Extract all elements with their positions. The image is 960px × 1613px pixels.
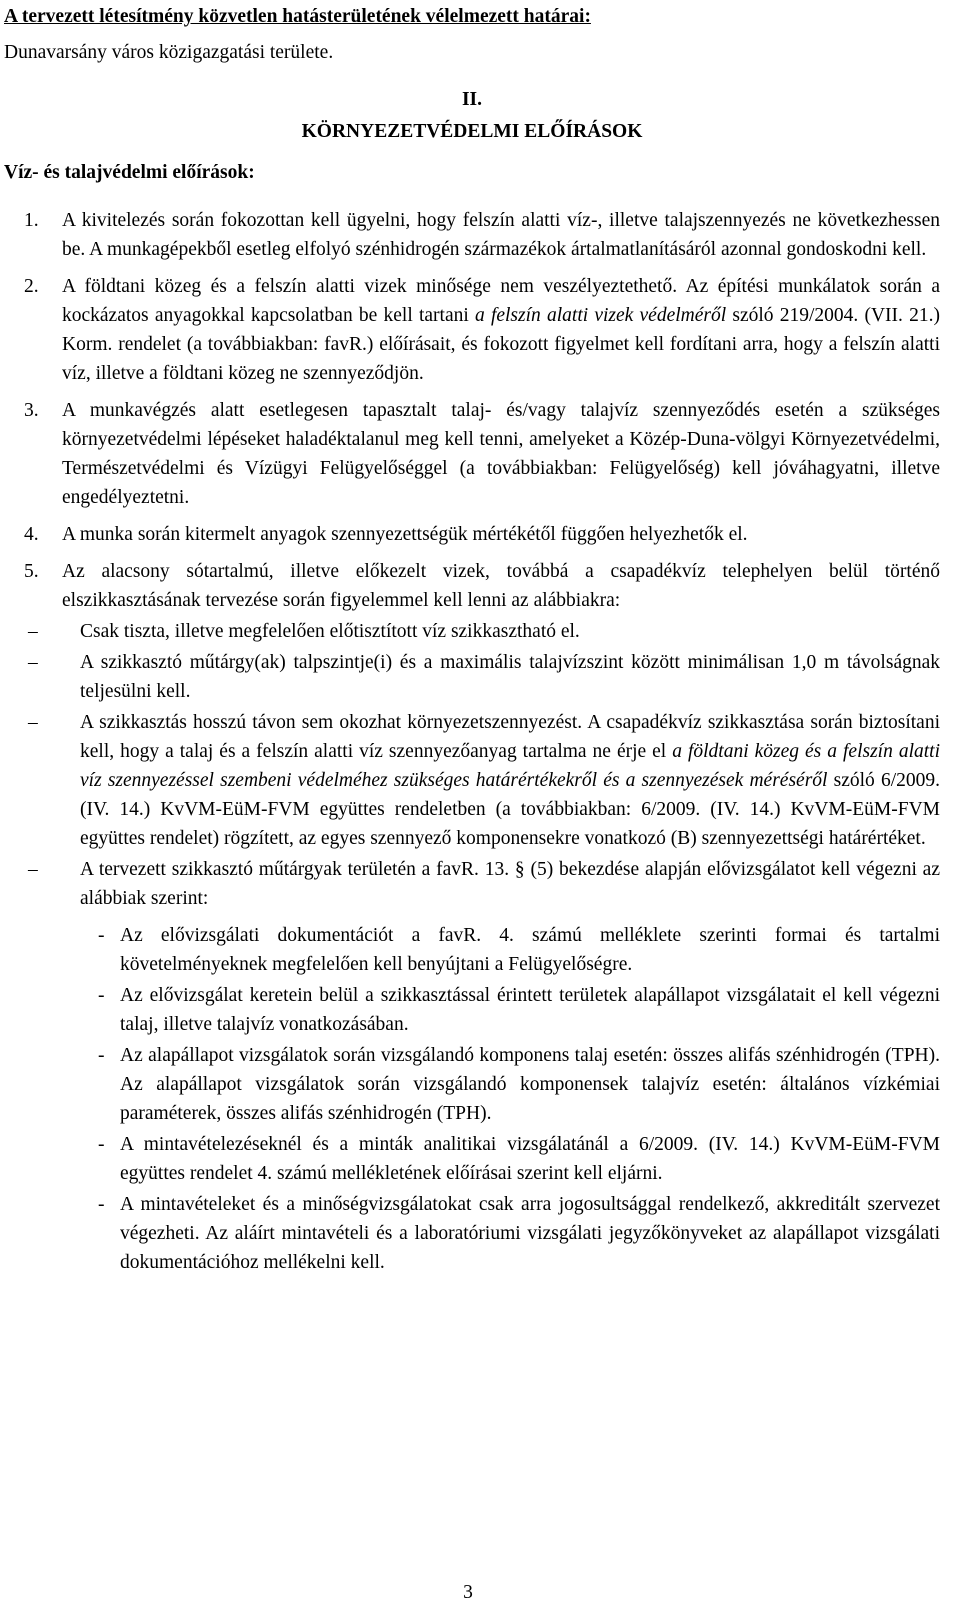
dash-item-1 <box>4 617 940 646</box>
sub-item-4 <box>4 1130 940 1188</box>
item-text: Az alacsony sótartalmú, illetve előkezelt vizek, továbbá a csapadékvíz telephelyen belül történő elszikkasztásának tervezése során figyelemmel kell lenni az alábbiakra: <box>62 561 940 611</box>
dash-text: A szikkasztó műtárgy(ak) talpszintje(i) és a maximális talajvízszint között minimálisan 1,0 m távolságnak teljesülni kell. <box>80 652 940 702</box>
sub-mark: - <box>98 1045 105 1066</box>
dash-mark: – <box>28 712 38 733</box>
list-item-1 <box>4 206 940 264</box>
heading-text: Dunavarsány város közigazgatási területe. <box>4 42 334 63</box>
chapter-number: II. <box>461 89 483 110</box>
sub-text: Az elővizsgálat keretein belül a szikkasztással érintett területek alapállapot vizsgálatait el kell végezni talaj, illetve talajvíz vonatkozásában. <box>120 985 940 1035</box>
item-text: szóló 219/2004. (VII. 21.) Korm. rendelet (a továbbiakban: favR.) előírásait, és fokozott figyelmet kell fordítani arra, hogy a felszín alatti víz, illetve a földtani közeg ne szennyeződjön. <box>62 305 940 384</box>
section-label: Víz- és talajvédelmi előírások: <box>4 162 255 183</box>
item-text: A kivitelezés során fokozottan kell ügyelni, hogy felszín alatti víz-, illetve talajszennyezés ne következhessen be. A munkagépekből esetleg elfolyó szénhidrogén származékok ártalmatlanításáról azonnal gondoskodni kell. <box>62 210 940 260</box>
dash-item-4 <box>4 855 940 913</box>
dash-text-italic: a földtani közeg és a felszín alatti víz szennyezéssel szembeni védelméhez szükséges határértékekről és a szennyezések méréséről <box>80 741 940 791</box>
dash-item-2 <box>4 648 940 706</box>
list-item-3 <box>4 396 940 512</box>
dash-text: Csak tiszta, illetve megfelelően előtisztított víz szikkasztható el. <box>80 621 580 642</box>
sub-text: Az alapállapot vizsgálatok során vizsgálandó komponens talaj esetén: összes alifás szénhidrogén (TPH). Az alapállapot vizsgálatok során vizsgálandó komponensek talajvíz esetén: általános vízkémiai paraméterek, összes alifás szénhidrogén (TPH). <box>120 1045 940 1124</box>
page-number: 3 <box>463 1582 473 1603</box>
sub-item-2 <box>4 981 940 1039</box>
item-number: 2. <box>24 276 39 297</box>
list-item-4 <box>4 520 940 549</box>
dash-text: A tervezett szikkasztó műtárgyak területén a favR. 13. § (5) bekezdése alapján elővizsgálatot kell végezni az alábbiak szerint: <box>80 859 940 909</box>
chapter-title: KÖRNYEZETVÉDELMI ELŐÍRÁSOK <box>301 121 643 142</box>
item-number: 5. <box>24 561 39 582</box>
sub-mark: - <box>98 1134 105 1155</box>
list-item-5 <box>4 557 940 615</box>
item-number: 1. <box>24 210 39 231</box>
sub-text: Az elővizsgálati dokumentációt a favR. 4. számú melléklete szerinti formai és tartalmi követelményeknek megfelelően kell benyújtani a Felügyelőségre. <box>120 925 940 975</box>
item-text: A munka során kitermelt anyagok szennyezettségük mértékétől függően helyezhetők el. <box>62 524 748 545</box>
dash-text: szóló 6/2009. (IV. 14.) KvVM-EüM-FVM együttes rendeletben (a továbbiakban: 6/2009. (IV. 14.) KvVM-EüM-FVM együttes rendelet) rögzített, az egyes szennyező komponensekre vonatkozó (B) szennyezettségi határértéket. <box>80 770 940 849</box>
item-number: 3. <box>24 400 39 421</box>
sub-text: A mintavételeket és a minőségvizsgálatokat csak arra jogosultsággal rendelkező, akkreditált szervezet végezheti. Az aláírt mintavételi és a laboratóriumi vizsgálati jegyzőkönyveket az alapállapot vizsgálati dokumentációhoz mellékelni kell. <box>120 1194 940 1273</box>
sub-text: A mintavételezéseknél és a minták analitikai vizsgálatánál a 6/2009. (IV. 14.) KvVM-EüM-FVM együttes rendelet 4. számú mellékletének előírásai szerint kell eljárni. <box>120 1134 940 1184</box>
sub-item-5 <box>4 1190 940 1277</box>
document-page <box>4 2 940 1277</box>
item-text-italic: a felszín alatti vizek védelméről <box>474 305 727 326</box>
item-number: 4. <box>24 524 39 545</box>
dash-mark: – <box>28 652 38 673</box>
dash-mark: – <box>28 859 38 880</box>
section-heading: A tervezett létesítmény közvetlen hatásterületének vélelmezett határai: <box>4 6 591 27</box>
sub-mark: - <box>98 985 105 1006</box>
sub-item-1 <box>4 921 940 979</box>
sub-mark: - <box>98 925 105 946</box>
sub-mark: - <box>98 1194 105 1215</box>
list-item-2 <box>4 272 940 388</box>
dash-mark: – <box>28 621 38 642</box>
sub-item-3 <box>4 1041 940 1128</box>
dash-text: A szikkasztás hosszú távon sem okozhat környezetszennyezést. A csapadékvíz szikkasztása során biztosítani kell, hogy a talaj és a felszín alatti víz szennyezőanyag tartalma ne érje el <box>80 712 940 762</box>
item-text: A munkavégzés alatt esetlegesen tapasztalt talaj- és/vagy talajvíz szennyeződés esetén a szükséges környezetvédelmi lépéseket haladéktalanul meg kell tenni, amelyeket a Közép-Duna-völgyi Környezetvédelmi, Természetvédelmi és Vízügyi Felügyelőséggel (a továbbiakban: Felügyelőség) kell jóváhagyatni, illetve engedélyeztetni. <box>62 400 940 508</box>
item-text: A földtani közeg és a felszín alatti vizek minősége nem veszélyeztethető. Az építési munkálatok során a kockázatos anyagokkal kapcsolatban be kell tartani <box>62 276 940 326</box>
dash-item-3 <box>4 708 940 853</box>
